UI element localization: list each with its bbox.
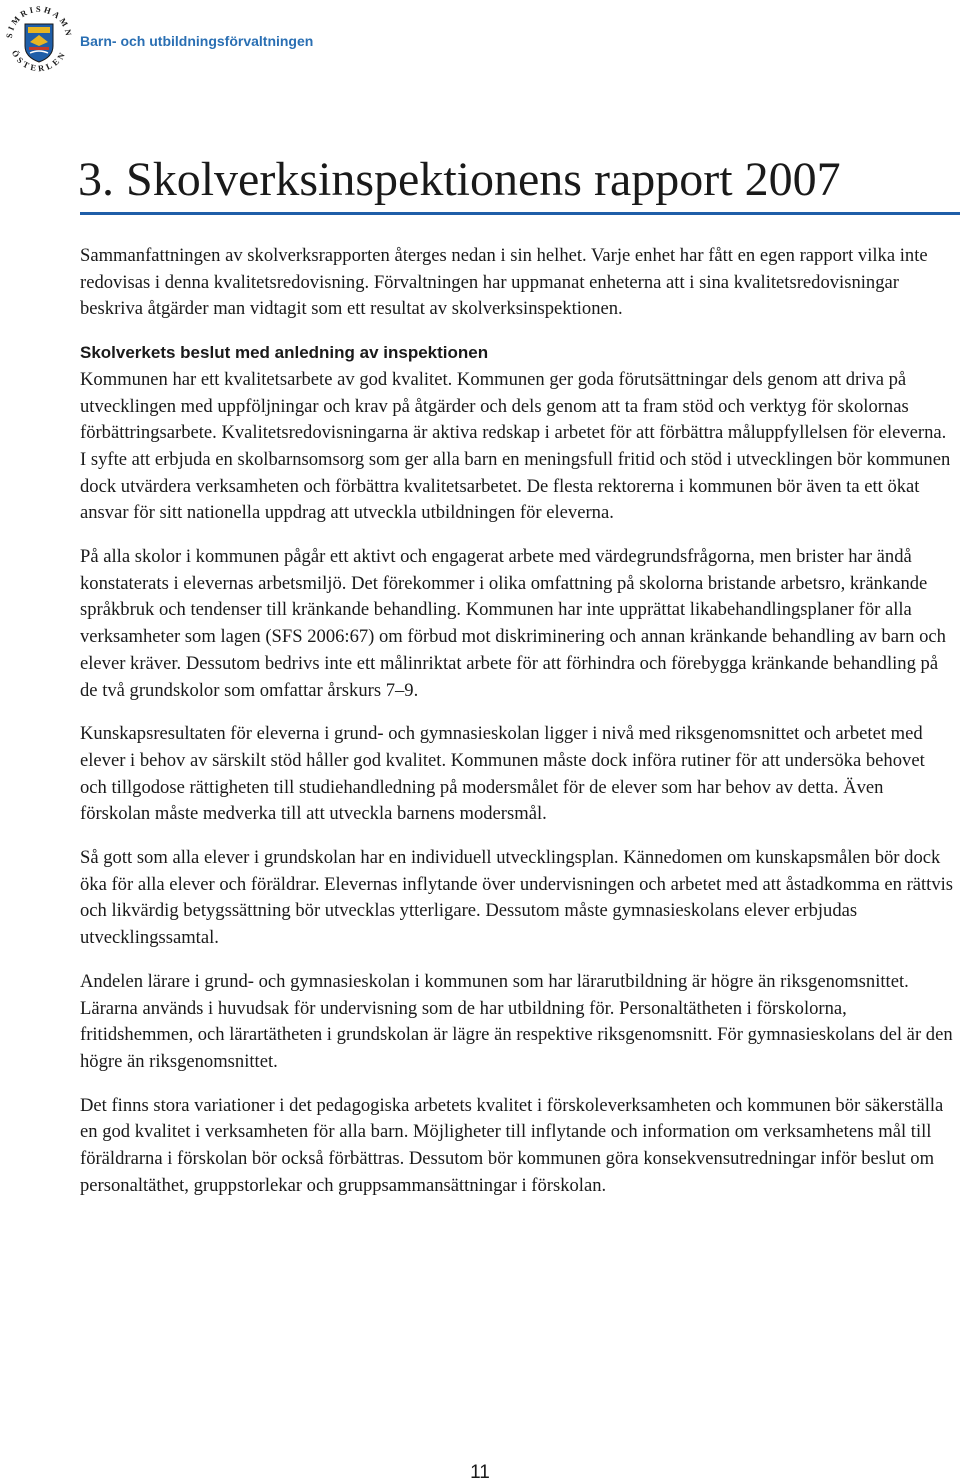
body-paragraph: På alla skolor i kommunen pågår ett aktivt och engagerat arbete med värdegrundsfrågorna, men brister har ändå konstaterats i elevernas arbetsmiljö. Det förekommer i olika omfattning på skolorna bristande arbetsro, kränkande språkbruk och tendenser till kränkande behandling. Kommunen har inte upprättat likabehandlingsplaner för alla verksamheter som lagen (SFS 2006:67) om förbud mot diskriminering och annan kränkande behandling av barn och elever kräver. Dessutom bedrivs inte ett målinriktat arbete för att förhindra och förebygga kränkande behandling på de två grundskolor som omfattar årskurs 7–9. [80,546,946,701]
department-name: Barn- och utbildningsförvaltningen [80,33,314,49]
document-body [80,243,956,1217]
svg-text:ÖSTERLEN: ÖSTERLEN [9,48,69,74]
body-paragraph: Så gott som alla elever i grundskolan har en individuell utvecklingsplan. Kännedomen om kunskapsmålen bör dock öka för alla elever och föräldrar. Elevernas inflytande över undervisningen och arbetet med att åstadkomma en rättvis och likvärdig betygssättning bör utvecklas ytterligare. Dessutom måste gymnasieskolans elever erbjudas utvecklingssamtal. [80,847,954,949]
body-paragraph: Kunskapsresultaten för eleverna i grund- och gymnasieskolan ligger i nivå med riksgenomsnittet och arbetet med elever i behov av särskilt stöd håller god kvalitet. Kommunen måste dock införa rutiner för att undersöka behovet och tillgodose rättigheten till studiehandledning på modersmålet för de elever som har behov av detta. Även förskolan måste medverka till att utveckla barnens modersmål. [80,723,925,825]
body-paragraph: Kommunen har ett kvalitetsarbete av god kvalitet. Kommunen ger goda förutsättningar dels genom att driva på utvecklingen med uppföljningar och krav på åtgärder och dels genom att ta fram stöd och verktyg för skolornas förbättringsarbete. Kvalitetsredovisningarna är aktiva redskap i arbetet för att förbättra måluppfyllelsen för eleverna. I syfte att erbjuda en skolbarnsomsorg som ger alla barn en meningsfull fritid och stöd i utvecklingen bör kommunen dock utvärdera verksamheten och förbättra kvalitetsarbetet. De flesta rektorerna i kommunen bör även ta ett ökat ansvar för sitt nationella uppdrag att utveckla utbildningen för eleverna. [80,368,951,524]
svg-text:SIMRISHAMN: SIMRISHAMN [3,3,75,39]
municipal-seal-logo [2,2,76,76]
intro-paragraph: Sammanfattningen av skolverksrapporten återges nedan i sin helhet. Varje enhet har fått en egen rapport vilka inte redovisas i denna kvalitetsredovisning. Förvaltningen har uppmanat enheterna att i sina kvalitetsredovisningar beskriva åtgärder man vidtagit som ett resultat av skolverksinspektionen. [80,245,928,320]
page-title: 3. Skolverksinspektionens rapport 2007 [78,153,841,206]
body-paragraph: Det finns stora variationer i det pedagogiska arbetets kvalitet i förskoleverksamheten och kommunen bör säkerställa en god kvalitet i verksamheten för alla barn. Möjligheter till inflytande och information om verksamhetens mål till föräldrarna i förskolan bör också förbättras. Dessutom bör kommunen göra konsekvensutredningar inför beslut om personaltäthet, gruppstorlekar och gruppsammansättningar i förskolan. [80,1094,944,1196]
body-paragraph: Andelen lärare i grund- och gymnasieskolan i kommunen som har lärarutbildning är högre än riksgenomsnittet. Lärarna används i huvudsak för undervisning som de har utbildning för. Personaltätheten i förskolorna, fritidshemmen, och lärartätheten i grundskolan är lägre än respektive riksgenomsnitt. För gymnasieskolans del är den högre än riksgenomsnittet. [80,970,953,1072]
page-number: 11 [470,1462,490,1483]
title-divider [80,212,960,215]
page-header [0,0,960,80]
section-heading: Skolverkets beslut med anledning av inspektionen [80,343,489,363]
